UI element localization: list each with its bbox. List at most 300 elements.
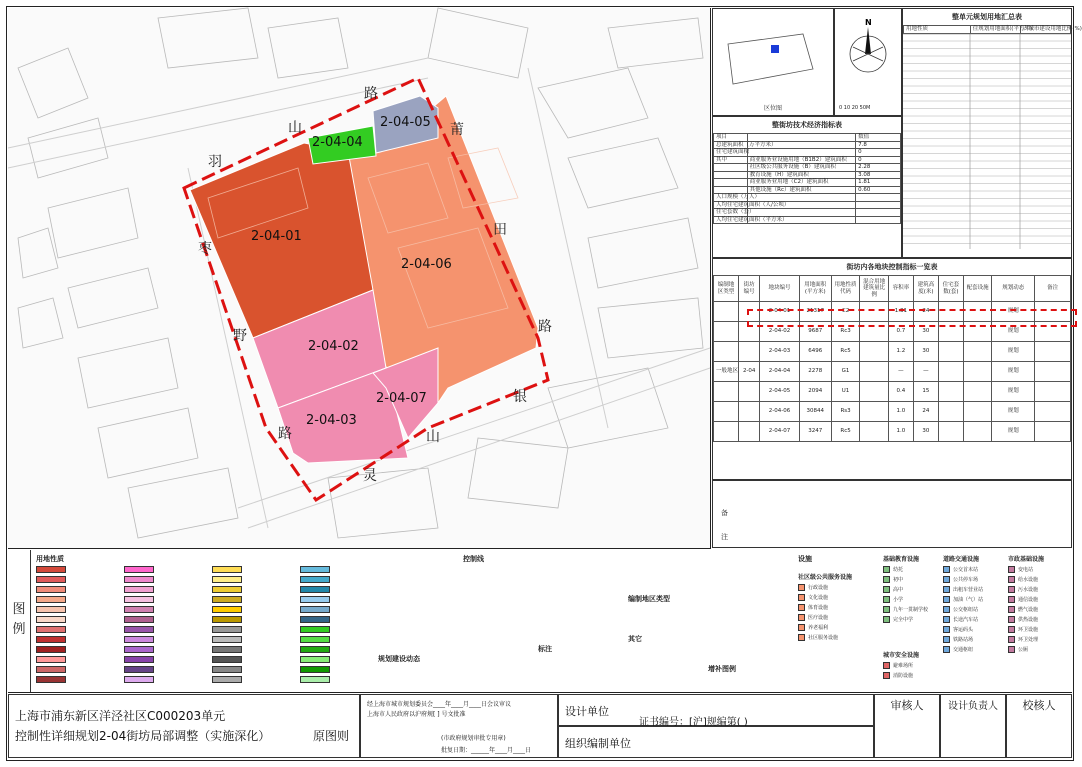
econ-row [714, 149, 901, 157]
control-cell [963, 382, 992, 402]
control-header: 容积率 [888, 276, 913, 302]
control-cell: 规划 [992, 382, 1035, 402]
land-use-swatch [300, 676, 330, 683]
community-facility-icon [798, 604, 805, 611]
control-cell: 24 [913, 302, 938, 322]
legend-safety-title: 城市安全设施 [883, 652, 920, 659]
land-use-swatch [124, 586, 154, 593]
control-cell [963, 342, 992, 362]
control-cell [714, 302, 739, 322]
community-facility-label: 体育设施 [808, 605, 829, 611]
legend-municipal-title: 市政基础设施 [1008, 556, 1045, 563]
summary-col3: 占城市建设用地比例(%) [1020, 26, 1070, 34]
land-use-swatch [124, 576, 154, 583]
econ-indicator-table [712, 116, 902, 258]
community-facility-icon [798, 624, 805, 631]
econ-cell: 住宅建筑面积 [714, 149, 748, 157]
econ-row [714, 156, 901, 164]
econ-cell [856, 216, 901, 224]
checker: 校核人 [1022, 699, 1056, 712]
control-cell: 1.0 [888, 402, 913, 422]
econ-row [714, 141, 901, 149]
edu-facility-icon [883, 596, 890, 603]
edu-facility-icon [883, 586, 890, 593]
road-char: 田 [493, 222, 507, 238]
road-char: 银 [513, 389, 527, 405]
control-header: 街坊编号 [738, 276, 759, 302]
econ-row [714, 186, 901, 194]
community-facility-icon [798, 584, 805, 591]
org-unit: 组织编制单位 [565, 737, 631, 750]
reviewer: 审核人 [890, 699, 924, 712]
road-char: 路 [538, 319, 552, 335]
legend-region-title: 编制地区类型 [628, 595, 670, 603]
traffic-facility-label: 铁路站场 [953, 637, 974, 643]
econ-row [714, 171, 901, 179]
land-use-swatch [300, 646, 330, 653]
approval-line3: (市政府规划审批专用章) [441, 735, 506, 742]
econ-cell: 商业服务业用地（C2）建筑面积 [747, 179, 855, 187]
community-facility-label: 社区服务设施 [808, 635, 839, 641]
traffic-facility-icon [943, 566, 950, 573]
summary-col1: 用地性质 [904, 26, 971, 34]
site-map [8, 8, 710, 548]
land-use-swatch [124, 646, 154, 653]
econ-table-title: 整街坊技术经济指标表 [772, 121, 842, 129]
control-table-title: 街坊内各地块控制指标一览表 [846, 263, 938, 271]
control-cell [860, 362, 889, 382]
control-cell [938, 402, 963, 422]
control-cell: 6496 [799, 342, 831, 362]
road-char: 山 [288, 120, 302, 136]
municipal-facility-icon [1008, 586, 1015, 593]
control-cell [860, 382, 889, 402]
econ-cell: 0.60 [856, 186, 901, 194]
control-cell: 2-04-04 [760, 362, 799, 382]
land-use-swatch [36, 666, 66, 673]
land-use-swatch [36, 636, 66, 643]
community-facility-icon [798, 614, 805, 621]
land-use-swatch [36, 616, 66, 623]
edu-facility-icon [883, 606, 890, 613]
control-header: 地块编号 [760, 276, 799, 302]
econ-cell: 人均住宅建筑面积（人/公顷） [714, 201, 748, 209]
traffic-facility-label: 公交首末站 [953, 567, 979, 573]
control-header: 建筑高度(米) [913, 276, 938, 302]
econ-row [714, 179, 901, 187]
road-char: 羽 [208, 154, 222, 170]
land-use-swatch [36, 626, 66, 633]
control-cell [714, 422, 739, 442]
control-header: 编制地区类型 [714, 276, 739, 302]
econ-cell [856, 201, 901, 209]
remark-label: 备注 [721, 509, 728, 541]
compass-box [834, 8, 902, 116]
title-line1: 上海市浦东新区洋泾社区C000203单元 [15, 709, 226, 723]
edu-facility-label: 完全中学 [893, 617, 914, 623]
control-cell [1035, 342, 1071, 362]
econ-cell: 3.08 [856, 171, 901, 179]
econ-cell [747, 209, 855, 217]
traffic-facility-icon [943, 636, 950, 643]
econ-cell [747, 149, 855, 157]
econ-cell: 总建筑面积（万平方米） [714, 141, 748, 149]
legend-marking-title: 标注 [538, 645, 552, 653]
land-use-swatch [300, 636, 330, 643]
control-cell: Rc5 [831, 342, 860, 362]
control-cell: 2-04-06 [760, 402, 799, 422]
econ-cell: 社区级公共服务设施（B）建筑面积 [747, 164, 855, 172]
control-header: 配套设施 [963, 276, 992, 302]
control-cell: 一般地区 [714, 362, 739, 382]
control-cell [860, 342, 889, 362]
legend-community-title: 社区级公共服务设施 [798, 574, 853, 581]
edu-facility-label: 九年一贯制学校 [893, 607, 929, 613]
control-header: 混合用地建筑量比例 [860, 276, 889, 302]
community-facility-label: 医疗设施 [808, 615, 829, 621]
label-2-04-02: 2-04-02 [308, 339, 359, 354]
traffic-facility-label: 加油（气）站 [953, 597, 984, 603]
land-use-swatch [124, 566, 154, 573]
label-2-04-06: 2-04-06 [401, 257, 452, 272]
control-cell [714, 402, 739, 422]
community-facility-icon [798, 594, 805, 601]
municipal-facility-icon [1008, 616, 1015, 623]
scale-bar-label: 0 10 20 50M [839, 105, 871, 111]
legend-dynamic-title: 规划建设动态 [378, 655, 420, 663]
econ-cell: 0 [856, 156, 901, 164]
control-cell [714, 382, 739, 402]
label-2-04-03: 2-04-03 [306, 413, 357, 428]
control-cell: U1 [831, 382, 860, 402]
map-area [8, 8, 711, 549]
legend-facilities-title: 设施 [798, 555, 812, 563]
land-use-swatch [36, 606, 66, 613]
control-cell [714, 342, 739, 362]
title-cell [8, 694, 360, 758]
municipal-facility-label: 变电站 [1018, 567, 1034, 573]
land-use-swatch [212, 636, 242, 643]
legend-side-2: 例 [12, 622, 26, 637]
control-cell [963, 402, 992, 422]
org-unit-cell [558, 726, 874, 758]
land-use-swatch [124, 666, 154, 673]
municipal-facility-icon [1008, 596, 1015, 603]
municipal-facility-icon [1008, 566, 1015, 573]
control-cell: G1 [831, 362, 860, 382]
road-char: 路 [364, 86, 378, 102]
edu-facility-label: 小学 [893, 597, 904, 603]
econ-cell: 2.28 [856, 164, 901, 172]
control-row [714, 362, 1071, 382]
econ-cell: 项目 [714, 134, 748, 142]
municipal-facility-icon [1008, 576, 1015, 583]
design-unit-cell [558, 694, 874, 726]
traffic-facility-label: 公共停车场 [953, 577, 979, 583]
land-use-swatch [212, 566, 242, 573]
summary-col2: 住规划用地面积(平方米) [970, 26, 1020, 34]
edu-facility-icon [883, 566, 890, 573]
control-cell [963, 422, 992, 442]
control-header: 备注 [1035, 276, 1071, 302]
control-cell: 2278 [799, 362, 831, 382]
control-cell [860, 402, 889, 422]
traffic-facility-icon [943, 606, 950, 613]
remark-box [712, 480, 1072, 548]
econ-cell: 商业服务业设施用地（B1B2）建筑面积 [747, 156, 855, 164]
edu-facility-icon [883, 576, 890, 583]
compass-rose [835, 9, 901, 99]
control-cell: 2-04 [738, 362, 759, 382]
control-cell: 30 [913, 322, 938, 342]
land-use-swatch [36, 676, 66, 683]
land-use-swatch [124, 626, 154, 633]
safety-facility-label: 避难场所 [893, 663, 914, 669]
traffic-facility-label: 长途汽车站 [953, 617, 979, 623]
edu-facility-label: 高中 [893, 587, 904, 593]
econ-cell [714, 164, 748, 172]
municipal-facility-label: 给水设施 [1018, 577, 1039, 583]
control-cell: 9687 [799, 322, 831, 342]
municipal-facility-icon [1008, 646, 1015, 653]
title-line2: 控制性详细规划2-04街坊局部调整（实施深化） [15, 729, 271, 743]
land-use-swatch [300, 566, 330, 573]
control-cell: 30 [913, 422, 938, 442]
label-2-04-07: 2-04-07 [376, 391, 427, 406]
design-lead-cell [940, 694, 1006, 758]
control-cell: 0.4 [888, 382, 913, 402]
land-use-swatch [212, 606, 242, 613]
control-row [714, 402, 1071, 422]
control-cell [938, 382, 963, 402]
municipal-facility-label: 公厕 [1018, 647, 1029, 653]
control-row [714, 422, 1071, 442]
edu-facility-label: 幼托 [893, 567, 904, 573]
control-cell: 30 [913, 342, 938, 362]
summary-table [903, 25, 1082, 34]
control-cell [1035, 422, 1071, 442]
land-use-swatch [212, 626, 242, 633]
title-block [8, 694, 1072, 758]
control-cell: 2-04-07 [760, 422, 799, 442]
legend-edu-title: 基础教育设施 [883, 556, 920, 563]
land-use-swatch [36, 576, 66, 583]
traffic-facility-icon [943, 576, 950, 583]
legend-control-line-title: 控制线 [463, 555, 484, 563]
land-summary-table [902, 8, 1082, 258]
control-cell: 15 [913, 382, 938, 402]
econ-cell [747, 194, 855, 202]
control-cell [1035, 362, 1071, 382]
control-cell: Rs3 [831, 402, 860, 422]
design-lead: 设计负责人 [948, 701, 998, 712]
control-cell [860, 422, 889, 442]
traffic-facility-icon [943, 616, 950, 623]
reviewer-cell [874, 694, 940, 758]
land-use-swatch [124, 676, 154, 683]
control-cell [738, 402, 759, 422]
control-cell: 30844 [799, 402, 831, 422]
control-cell: 2-04-02 [760, 322, 799, 342]
summary-title: 整单元规划用地汇总表 [952, 13, 1022, 21]
control-cell [714, 322, 739, 342]
traffic-facility-label: 客运码头 [953, 627, 974, 633]
control-cell: 24 [913, 402, 938, 422]
land-use-swatch [36, 646, 66, 653]
location-map-box [712, 8, 834, 116]
control-cell [963, 362, 992, 382]
control-cell: 1.0 [888, 422, 913, 442]
community-facility-label: 养老福利 [808, 625, 829, 631]
safety-facility-icon [883, 672, 890, 679]
econ-row [714, 164, 901, 172]
control-cell [938, 362, 963, 382]
land-use-swatch [300, 666, 330, 673]
location-map-label: 区位图 [763, 105, 782, 112]
road-char: 野 [233, 328, 247, 344]
community-facility-icon [798, 634, 805, 641]
econ-cell: 0 [856, 149, 901, 157]
econ-cell [856, 209, 901, 217]
traffic-facility-icon [943, 626, 950, 633]
control-index-table [712, 258, 1072, 480]
land-use-swatch [124, 616, 154, 623]
legend-supplement-title: 增补图例 [708, 665, 736, 673]
right-panel [712, 8, 1082, 548]
control-header: 用地性质代码 [831, 276, 860, 302]
land-use-swatch [212, 646, 242, 653]
control-cell: 规划 [992, 302, 1035, 322]
land-use-swatch [212, 596, 242, 603]
control-row [714, 342, 1071, 362]
summary-grid [903, 34, 1071, 249]
land-use-swatch [212, 576, 242, 583]
control-cell [938, 422, 963, 442]
legend-side [8, 550, 31, 692]
land-use-swatch [212, 666, 242, 673]
econ-cell: 住宅套数（套） [714, 209, 748, 217]
econ-cell [714, 186, 748, 194]
municipal-facility-icon [1008, 636, 1015, 643]
econ-cell: 教育设施（H）建筑面积 [747, 171, 855, 179]
control-header: 住宅套数(套) [938, 276, 963, 302]
control-cell [738, 382, 759, 402]
control-header: 规划动态 [992, 276, 1035, 302]
road-char: 莆 [450, 122, 464, 138]
traffic-facility-label: 公交枢纽站 [953, 607, 979, 613]
road-char: 枣 [198, 241, 212, 257]
control-cell: — [888, 362, 913, 382]
road-char: 灵 [363, 468, 377, 484]
econ-cell: 1.81 [856, 179, 901, 187]
approval-cell [360, 694, 558, 758]
control-cell: Rc3 [831, 322, 860, 342]
econ-row [714, 216, 901, 224]
land-use-swatch [300, 586, 330, 593]
land-use-swatch [300, 596, 330, 603]
label-2-04-05: 2-04-05 [380, 115, 431, 130]
edu-facility-label: 初中 [893, 577, 904, 583]
control-cell: 规划 [992, 362, 1035, 382]
community-facility-label: 文化设施 [808, 595, 829, 601]
control-cell: 21317 [799, 302, 831, 322]
control-cell: 0.7 [888, 322, 913, 342]
legend-traffic-title: 道路交通设施 [943, 556, 980, 563]
municipal-facility-label: 环卫设施 [1018, 627, 1039, 633]
land-use-swatch [36, 656, 66, 663]
econ-table [713, 133, 901, 224]
econ-cell [747, 134, 855, 142]
cert-no: 证书编号：[沪]规编第( ) [639, 717, 748, 728]
land-use-swatch [124, 596, 154, 603]
control-cell [938, 342, 963, 362]
control-cell: 规划 [992, 342, 1035, 362]
legend-land-use-title: 用地性质 [36, 555, 64, 563]
land-use-swatch [300, 656, 330, 663]
econ-cell: 人均住宅建筑面积（平方米） [714, 216, 748, 224]
municipal-facility-label: 供热设施 [1018, 617, 1039, 623]
control-cell: 规划 [992, 322, 1035, 342]
north-label: N [865, 18, 872, 27]
label-2-04-01: 2-04-01 [251, 229, 302, 244]
econ-cell: 7.8 [856, 141, 901, 149]
traffic-facility-icon [943, 646, 950, 653]
land-use-swatch [124, 636, 154, 643]
control-cell [738, 342, 759, 362]
control-header: 用地面积(平方米) [799, 276, 831, 302]
control-cell: 规划 [992, 422, 1035, 442]
land-use-swatch [36, 596, 66, 603]
control-table [713, 275, 1071, 442]
traffic-facility-label: 出租车营业站 [953, 587, 984, 593]
land-use-swatch [124, 606, 154, 613]
road-char: 路 [278, 426, 292, 442]
road-char: 山 [426, 429, 440, 445]
econ-row [714, 201, 901, 209]
control-cell: C2 [831, 302, 860, 322]
approval-line1: 经上海市城市规划委员会____年____月____日会议审议 [367, 701, 512, 708]
traffic-facility-label: 交通枢纽 [953, 647, 974, 653]
econ-cell: 其中 [714, 156, 748, 164]
land-use-swatch [212, 676, 242, 683]
approval-line4: 批复日期：______年____月____日 [441, 747, 532, 754]
control-cell: 3247 [799, 422, 831, 442]
land-use-swatch [300, 576, 330, 583]
control-row [714, 382, 1071, 402]
edu-facility-icon [883, 616, 890, 623]
control-cell [738, 422, 759, 442]
control-cell [1035, 382, 1071, 402]
municipal-facility-icon [1008, 606, 1015, 613]
community-facility-label: 行政设施 [808, 585, 829, 591]
municipal-facility-label: 通信设施 [1018, 597, 1039, 603]
econ-cell: 其他设施（Rc）建筑面积 [747, 186, 855, 194]
legend [8, 550, 1072, 693]
municipal-facility-label: 环卫处理 [1018, 637, 1039, 643]
approval-line2: 上海市人民政府以沪府规[ ] 号文批准 [367, 711, 466, 718]
highlight-row-2-04-01 [747, 309, 1077, 327]
checker-cell [1006, 694, 1072, 758]
design-unit: 设计单位 [565, 705, 609, 718]
municipal-facility-label: 污水设施 [1018, 587, 1039, 593]
econ-row [714, 209, 901, 217]
land-use-swatch [36, 566, 66, 573]
econ-cell [714, 179, 748, 187]
econ-row [714, 134, 901, 142]
traffic-facility-icon [943, 586, 950, 593]
control-cell: 2094 [799, 382, 831, 402]
land-use-swatch [212, 656, 242, 663]
